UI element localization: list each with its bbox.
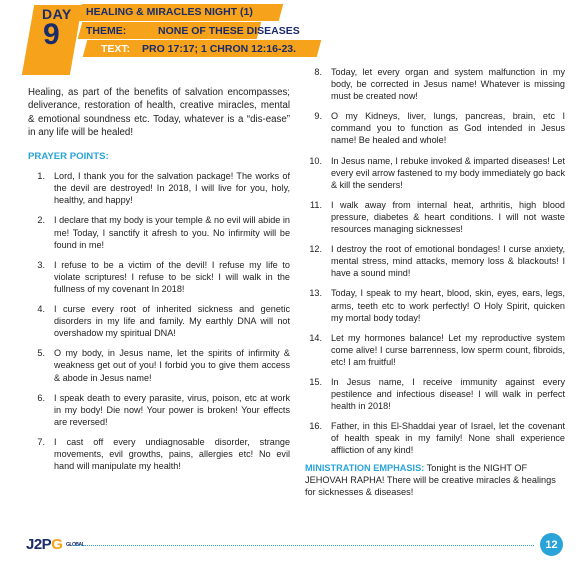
prayer-point	[28, 259, 290, 295]
prayer-point-number: 15.	[309, 376, 322, 387]
footer-divider	[74, 545, 534, 546]
prayer-point	[28, 170, 290, 206]
day-number: 9	[43, 18, 60, 51]
prayer-points-list-right	[305, 66, 565, 457]
logo-g-letter: G	[51, 536, 63, 553]
prayer-point-text: Today, let every organ and system malfunction in my body, be corrected in Jesus name! Whatever is missing must be created now!	[331, 67, 565, 102]
day-label: DAY	[42, 6, 72, 22]
page-number-badge: 12	[540, 533, 563, 556]
prayer-point	[28, 303, 290, 339]
prayer-point-number: 13.	[309, 288, 322, 299]
prayer-point-text: In Jesus name, I receive immunity against every pestilence and infectious disease! I will walk in perfect health in 2018!	[331, 376, 565, 412]
prayer-point	[28, 214, 290, 250]
prayer-point	[28, 392, 290, 428]
prayer-point-number: 2.	[37, 215, 45, 226]
scripture-reference: PRO 17:17; 1 CHRON 12:16-23.	[142, 43, 297, 55]
prayer-point-text: I cast off every undiagnosable disorder, strange movements, evil growths, pains, allergies etc! No evil hand will manipulate my health!	[54, 436, 290, 472]
prayer-point	[305, 199, 565, 235]
prayer-point-number: 5.	[37, 348, 45, 359]
prayer-point-number: 10.	[309, 155, 322, 166]
prayer-points-heading: PRAYER POINTS:	[28, 151, 109, 163]
prayer-point-text: I curse every root of inherited sickness and genetic disorders in my life and family. My earthly DNA will not overshadow my spiritual DNA!	[54, 304, 290, 339]
prayer-point	[305, 155, 565, 191]
prayer-point	[305, 243, 565, 279]
prayer-point	[305, 287, 565, 323]
prayer-point-number: 3.	[37, 259, 45, 270]
prayer-point-text: Lord, I thank you for the salvation package! The works of the devil are destroyed! In 2018, I will live for you, holy, healthy, and happy!	[54, 171, 290, 206]
ministration-emphasis-label: MINISTRATION EMPHASIS:	[305, 462, 425, 473]
theme-value: NONE OF THESE DISEASES	[158, 25, 300, 37]
ministration-emphasis	[305, 462, 565, 499]
prayer-point	[28, 347, 290, 383]
prayer-point-text: Today, I speak to my heart, blood, skin, eyes, ears, legs, arms, teeth etc to work perfectly! O Holy Spirit, quicken my mortal body today!	[331, 288, 565, 323]
prayer-point	[305, 420, 565, 456]
prayer-point-text: O my body, in Jesus name, let the spirits of infirmity & weakness get out of you! I forbid you to give them access & abode in Jesus name!	[54, 348, 290, 383]
prayer-point-text: Father, in this El-Shaddai year of Israel, let the covenant of health speak in my family! None shall experience affliction of any kind!	[331, 421, 565, 456]
prayer-point-text: In Jesus name, I rebuke invoked & imparted diseases! Let every evil arrow fastened to my body immediately go back & kill the senders!	[331, 155, 565, 190]
left-column	[28, 86, 290, 480]
intro-paragraph: Healing, as part of the benefits of salvation encompasses; deliverance, restoration of health, creative miracles, mental & emotional soundness etc. Today, whatever is a “dis-ease” in any life will be healed!	[28, 87, 290, 138]
logo-main-text: J2P	[26, 536, 52, 553]
prayer-point-text: I speak death to every parasite, virus, poison, etc at work in my body! Die now! Your power is broken! Your effects are reversed!	[54, 392, 290, 427]
prayer-point-number: 1.	[37, 171, 45, 182]
prayer-point-text: Let my hormones balance! Let my reproductive system come alive! I curse barrenness, low sperm count, fibroids, etc! I am fruitful!	[331, 332, 565, 367]
night-title: HEALING & MIRACLES NIGHT (1)	[86, 6, 253, 18]
prayer-point-number: 9.	[314, 111, 322, 122]
prayer-point-text: I declare that my body is your temple & no evil will abide in me! Today, I sanctify it afresh to you. No infirmity will be found in me!	[54, 215, 290, 250]
prayer-point-number: 16.	[309, 421, 322, 432]
prayer-point-number: 12.	[309, 244, 322, 255]
prayer-point-number: 6.	[37, 392, 45, 403]
prayer-point-number: 14.	[309, 332, 322, 343]
prayer-point-number: 8.	[314, 67, 322, 77]
ministration-emphasis-text: Tonight is the NIGHT OF JEHOVAH RAPHA! There will be creative miracles & healings for sicknesses & diseases!	[305, 462, 556, 497]
prayer-point	[305, 110, 565, 146]
prayer-point	[305, 376, 565, 412]
prayer-point	[305, 332, 565, 368]
text-label: TEXT:	[101, 43, 131, 55]
prayer-point-text: I refuse to be a victim of the devil! I refuse my life to violate scriptures! I refuse to be sick! I will walk in the fullness of my covenant In 2018!	[54, 259, 290, 294]
prayer-point-text: O my Kidneys, liver, lungs, pancreas, brain, etc I command you to function as God intended in Jesus name! Be healed and whole!	[331, 111, 565, 146]
prayer-point-number: 7.	[37, 436, 45, 447]
prayer-point-number: 11.	[310, 199, 322, 210]
theme-label: THEME:	[86, 25, 127, 37]
prayer-point-text: I destroy the root of emotional bondages! I curse anxiety, mental stress, mind attacks, memory loss & blackouts! I have a sound mind!	[331, 244, 565, 279]
prayer-point-text: I walk away from internal heat, arthritis, high blood pressure, diabetes & heart conditions. I will not waste resources managing sicknesses!	[331, 199, 565, 235]
prayer-point	[305, 66, 565, 102]
logo-small-text: GLOBAL	[66, 542, 85, 549]
prayer-point	[28, 436, 290, 472]
prayer-point-number: 4.	[37, 304, 45, 315]
right-column	[305, 66, 565, 498]
prayer-points-list-left	[28, 170, 290, 472]
